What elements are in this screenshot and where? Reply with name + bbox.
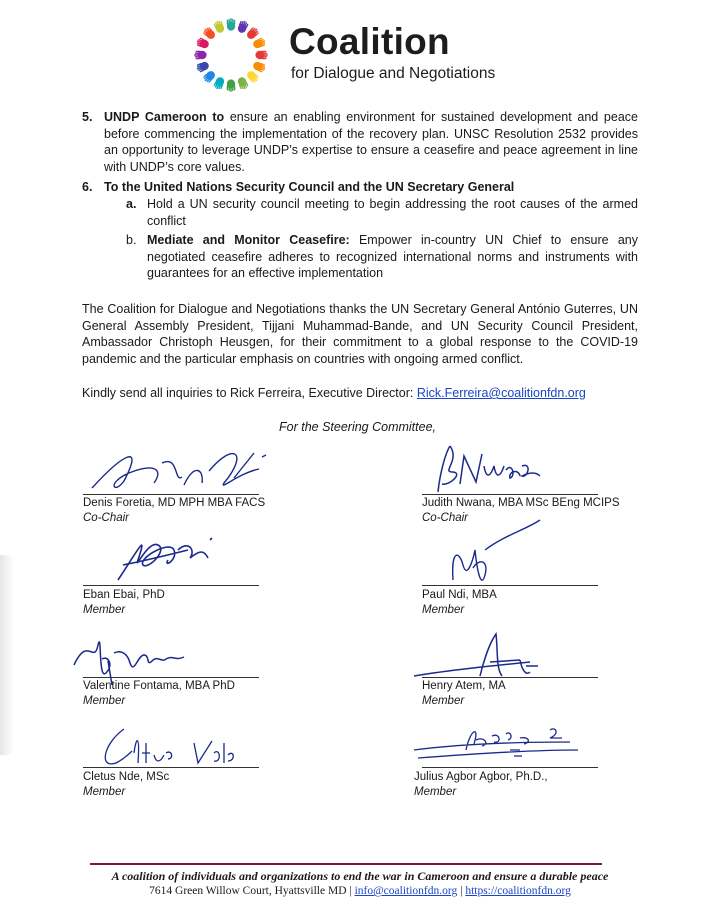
- item-6b-lead: Mediate and Monitor Ceasefire:: [147, 233, 350, 247]
- signatory-name: Henry Atem, MA: [422, 680, 506, 692]
- logo-hand-icon: [245, 69, 260, 84]
- signatory-role: Member: [83, 695, 126, 707]
- logo-hand-icon: [236, 76, 249, 91]
- logo-hand-icon: [213, 19, 226, 34]
- item-6b-text: [147, 232, 638, 282]
- item-6-number: 6.: [82, 180, 93, 194]
- item-5-text: [104, 109, 638, 175]
- thanks-paragraph: The Coalition for Dialogue and Negotiations thanks the UN Secretary General António Guterres, UN General Assembly President, Tijjani Muhammad-Bande, and UN Security Council President, Ambassador Christoph Heusgen, for their commitment to a global response to the COVID-19 pandemic and the particular emphasis on countries with ongoing armed conflict.: [82, 302, 638, 366]
- signature-eban-ebai: [108, 520, 223, 590]
- signatory-name: Denis Foretia, MD MPH MBA FACS: [83, 497, 266, 509]
- logo-hand-icon: [202, 69, 217, 84]
- signatory-name: Julius Agbor Agbor, Ph.D.,: [414, 771, 548, 783]
- item-6-lead: To the United Nations Security Council and the UN Secretary General: [104, 180, 515, 194]
- logo-hand-icon: [255, 51, 268, 60]
- logo-hand-icon: [194, 51, 207, 60]
- signature-paul-ndi: [445, 520, 555, 595]
- signatory-role: Member: [83, 604, 126, 616]
- logo-hand-icon: [252, 60, 267, 73]
- org-name: Coalition: [289, 21, 450, 62]
- footer-website-link[interactable]: https://coalitionfdn.org: [465, 885, 571, 897]
- item-6a-letter: a.: [126, 197, 137, 211]
- hands-circle-logo-icon: [186, 10, 276, 100]
- item-6b-letter: b.: [126, 233, 137, 247]
- logo-hand-icon: [227, 79, 236, 92]
- logo-hand-icon: [236, 19, 249, 34]
- inquiries-line: [82, 385, 638, 402]
- footer-separator: |: [457, 885, 466, 897]
- page-edge-shadow: [0, 555, 14, 755]
- logo-hand-icon: [245, 26, 260, 41]
- logo-hand-icon: [252, 37, 267, 50]
- inquiries-email-link[interactable]: Rick.Ferreira@coalitionfdn.org: [416, 386, 586, 400]
- logo-hand-icon: [213, 76, 226, 91]
- item-6b-body: Empower in-country UN Chief to ensure any negotiated ceasefire adheres to recognized international norms and instruments with guarantees for an effective implementation: [147, 233, 639, 280]
- footer-address-line: [0, 885, 720, 897]
- signature-judith-nwana: [420, 442, 550, 494]
- signature-cletus-nde: [94, 723, 239, 773]
- item-5-lead: UNDP Cameroon to: [104, 110, 225, 124]
- signatory-role: Member: [422, 695, 465, 707]
- item-5-body: ensure an enabling environment for sustained development and peace before commencing the implementation of the recovery plan. UNSC Resolution 2532 provides an opportunity to leverage UNDP’s expertise to ensure a ceasefire and peace agreement in line with UNDP’s core values.: [104, 110, 638, 174]
- logo-hand-icon: [195, 37, 210, 50]
- signatory-name: Cletus Nde, MSc: [83, 771, 170, 783]
- signatory-role: Co-Chair: [422, 512, 469, 524]
- signature-denis-foretia: [84, 433, 269, 498]
- footer-separator: |: [346, 885, 355, 897]
- signature-julius-agbor-agbor: [410, 720, 585, 770]
- signatory-name: Eban Ebai, PhD: [83, 589, 165, 601]
- inquiries-text: Kindly send all inquiries to Rick Ferreira, Executive Director:: [82, 386, 417, 400]
- logo-hand-icon: [195, 60, 210, 73]
- signature-line: [422, 494, 598, 495]
- org-subtitle: for Dialogue and Negotiations: [291, 65, 496, 82]
- item-6a-text: Hold a UN security council meeting to begin addressing the root causes of the armed conflict: [147, 197, 638, 228]
- item-5-number: 5.: [82, 110, 93, 124]
- logo-hand-icon: [227, 18, 236, 31]
- signatory-role: Member: [414, 786, 457, 798]
- signatory-name: Paul Ndi, MBA: [422, 589, 497, 601]
- signatory-name: Valentine Fontama, MBA PhD: [83, 680, 235, 692]
- signatory-role: Co-Chair: [83, 512, 130, 524]
- footer-address: 7614 Green Willow Court, Hyattsville MD: [149, 885, 347, 897]
- footer-tagline: A coalition of individuals and organizations to end the war in Cameroon and ensure a durable peace: [111, 869, 609, 883]
- signatory-name: Judith Nwana, MBA MSc BEng MCIPS: [422, 497, 620, 509]
- signatory-role: Member: [83, 786, 126, 798]
- steering-committee-label: For the Steering Committee,: [279, 420, 437, 434]
- signatory-role: Member: [422, 604, 465, 616]
- footer-rule: [90, 863, 602, 865]
- footer-email-link[interactable]: info@coalitionfdn.org: [354, 885, 458, 897]
- logo-hand-icon: [202, 26, 217, 41]
